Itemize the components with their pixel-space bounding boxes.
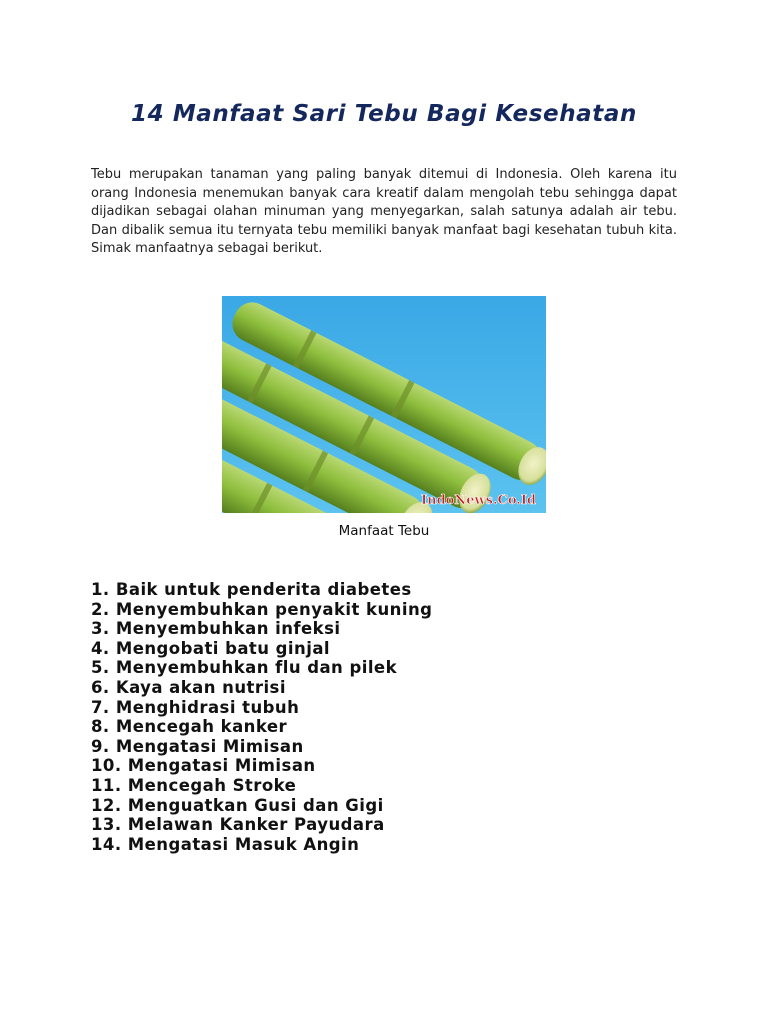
list-item: 13. Melawan Kanker Payudara [91,815,385,835]
list-item: 7. Menghidrasi tubuh [91,697,300,717]
list-item: 9. Mengatasi Mimisan [91,736,304,756]
list-item: 8. Mencegah kanker [91,717,288,737]
list-item: 1. Baik untuk penderita diabetes [91,580,412,599]
list-item: 14. Mengatasi Masuk Angin [91,834,360,854]
watermark-text: IndoNews.Co.Id [421,493,536,508]
list-item: 10. Mengatasi Mimisan [91,756,316,776]
image-caption: Manfaat Tebu [338,523,430,539]
list-item: 3. Menyembuhkan infeksi [91,619,341,639]
list-item: 2. Menyembuhkan penyakit kuning [91,599,433,619]
intro-paragraph: Tebu merupakan tanaman yang paling banyak ditemui di Indonesia. Oleh karena itu orang Indonesia menemukan banyak cara kreatif dalam mengolah tebu sehingga dapat dijadikan sebagai olahan minuman yang menyegarkan, salah satunya adalah air tebu. Dan dibalik semua itu ternyata tebu memiliki banyak manfaat bagi kesehatan tubuh kita. Simak manfaatnya sebagai berikut. [91,167,677,257]
list-item: 4. Mengobati batu ginjal [91,638,331,658]
list-item: 11. Mencegah Stroke [91,775,297,795]
sugarcane-image [222,296,546,513]
list-item: 6. Kaya akan nutrisi [91,677,286,697]
benefits-list [91,580,432,854]
article-title: 14 Manfaat Sari Tebu Bagi Kesehatan [131,101,637,127]
list-item: 5. Menyembuhkan flu dan pilek [91,658,397,678]
sugarcane-illustration [222,296,546,513]
list-item: 12. Menguatkan Gusi dan Gigi [91,795,384,815]
